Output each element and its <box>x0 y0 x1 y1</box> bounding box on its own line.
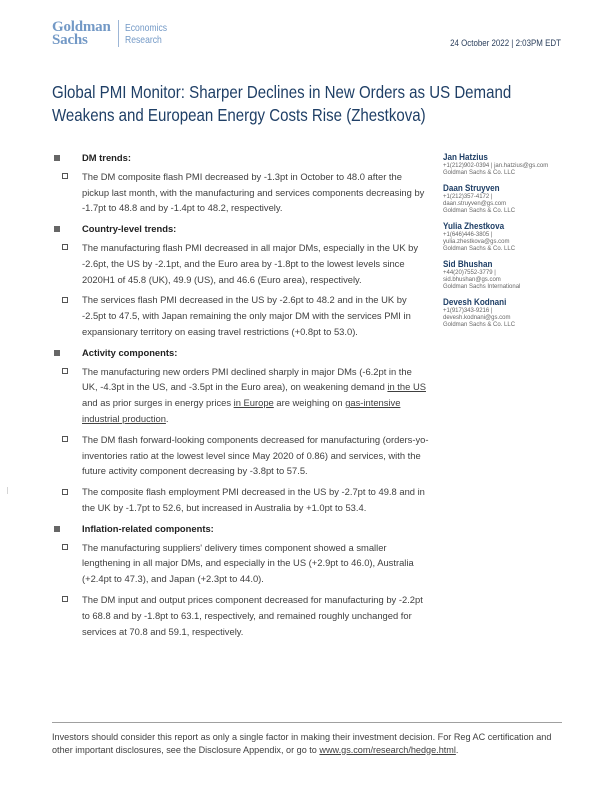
author-firm: Goldman Sachs & Co. LLC <box>443 208 516 214</box>
author-list <box>443 152 583 335</box>
department-label: Economics Research <box>124 21 167 46</box>
section-activity-components <box>52 345 430 516</box>
author-phone: +1(646)446-3805 | <box>443 232 493 238</box>
author-card <box>443 183 583 215</box>
report-date: 24 October 2022 | 2:03PM EDT <box>450 38 561 48</box>
author-firm: Goldman Sachs & Co. LLC <box>443 170 516 176</box>
list-item: The DM flash forward-looking components decreased for manufacturing (orders-yo-inventories ratio at the lowest level since May 2020 of 0.86) and services, with the future activity component decreasing by -3.8pt to 57.5. <box>82 432 430 479</box>
empty-square-bullet-icon <box>62 173 68 179</box>
filled-square-bullet-icon <box>54 350 60 356</box>
section-country-level-trends <box>52 221 430 340</box>
author-name: Jan Hatzius <box>443 152 488 162</box>
author-name: Sid Bhushan <box>443 259 493 269</box>
disclosure-footer: Investors should consider this report as only a single factor in making their investment decision. For Reg AC certification and other important disclosures, see the Disclosure Appendix, or go to www.gs.com/research/hedge.html. <box>52 732 552 755</box>
author-name: Yulia Zhestkova <box>443 221 505 231</box>
author-card <box>443 297 583 329</box>
disclosure-link[interactable]: www.gs.com/research/hedge.html <box>319 744 456 755</box>
author-phone: +1(212)357-4172 | <box>443 194 493 200</box>
section-heading: Activity components: <box>82 346 178 358</box>
link-in-the-us[interactable]: in the US <box>387 381 426 393</box>
list-item: The manufacturing new orders PMI declined sharply in major DMs (-6.2pt in the UK, -4.3pt in the US, and -3.5pt in the Euro area), on weakening demand in the US and as prior surges in energy prices in Europe are weighing on gas-intensive industrial production. <box>82 364 430 427</box>
list-item: The composite flash employment PMI decreased in the US by -2.7pt to 49.8 and in the UK by -1.7pt to 52.6, but increased in Australia by +1.0pt to 53.4. <box>82 484 430 516</box>
author-contact[interactable]: +1(212)902-0394 | jan.hatzius@gs.com <box>443 163 549 169</box>
list-item: The manufacturing suppliers' delivery times component showed a smaller lengthening in all major DMs, and especially in the US (+2.9pt to 46.0), Australia (+2.4pt to 47.3), and Japan (+2.3pt to 44.0). <box>82 540 430 587</box>
list-item: The DM input and output prices component decreased for manufacturing by -2.2pt to 68.8 and by -1.8pt to 63.1, respectively, and remained roughly unchanged for services at 70.8 and 59.1, respectively. <box>82 592 430 639</box>
author-name: Devesh Kodnani <box>443 297 507 307</box>
section-heading: Inflation-related components: <box>82 522 214 534</box>
empty-square-bullet-icon <box>62 368 68 374</box>
report-title: Global PMI Monitor: Sharper Declines in New Orders as US Demand Weakens and European Energy Costs Rise (Zhestkova) <box>52 82 512 125</box>
filled-square-bullet-icon <box>54 155 60 161</box>
empty-square-bullet-icon <box>62 436 68 442</box>
margin-mark <box>7 487 8 494</box>
section-heading: DM trends: <box>82 152 131 163</box>
section-inflation-related-components <box>52 521 430 640</box>
author-card <box>443 152 583 177</box>
empty-square-bullet-icon <box>62 297 68 303</box>
link-in-europe[interactable]: in Europe <box>233 397 274 409</box>
author-firm: Goldman Sachs & Co. LLC <box>443 246 516 252</box>
empty-square-bullet-icon <box>62 244 68 250</box>
section-dm-trends <box>52 150 430 216</box>
goldman-sachs-logo <box>52 20 176 47</box>
footer-divider <box>52 722 562 723</box>
logo-divider <box>118 20 119 47</box>
logo-wordmark: Goldman Sachs <box>52 18 111 48</box>
author-card <box>443 221 583 253</box>
link-gas-intensive-production[interactable]: gas-intensive industrial production <box>82 397 401 424</box>
summary-bullets <box>52 150 430 644</box>
author-firm: Goldman Sachs International <box>443 284 521 290</box>
list-item: The DM composite flash PMI decreased by -1.3pt in October to 48.0 after the pickup last month, with the manufacturing and services components decreasing by -1.7pt to 48.8 and by -1.4pt to 48.2, respectively. <box>82 169 430 216</box>
author-phone: +1(917)343-9216 | <box>443 308 493 314</box>
author-firm: Goldman Sachs & Co. LLC <box>443 322 516 328</box>
author-card <box>443 259 583 291</box>
filled-square-bullet-icon <box>54 226 60 232</box>
author-phone: +44(20)7552-3779 | <box>443 270 496 276</box>
author-email[interactable]: devesh.kodnani@gs.com <box>443 315 511 321</box>
author-email[interactable]: sid.bhushan@gs.com <box>443 277 501 283</box>
empty-square-bullet-icon <box>62 596 68 602</box>
empty-square-bullet-icon <box>62 544 68 550</box>
list-item: The manufacturing flash PMI decreased in all major DMs, especially in the UK by -2.6pt, the US by -2.1pt, and the Euro area by -1.8pt to the lowest levels since 2020H1 of 45.8 (UK), 49.9 (US), and 46.6 (Euro area), respectively. <box>82 240 430 287</box>
filled-square-bullet-icon <box>54 526 60 532</box>
list-item: The services flash PMI decreased in the US by -2.6pt to 48.2 and in the UK by -2.5pt to 47.5, with Japan remaining the only major DM with the services PMI in expansionary territory on easing travel restrictions (+0.8pt to 53.0). <box>82 292 430 339</box>
author-name: Daan Struyven <box>443 183 500 193</box>
section-heading: Country-level trends: <box>82 223 177 235</box>
author-email[interactable]: yulia.zhestkova@gs.com <box>443 239 510 245</box>
author-email[interactable]: daan.struyven@gs.com <box>443 201 507 207</box>
empty-square-bullet-icon <box>62 489 68 495</box>
